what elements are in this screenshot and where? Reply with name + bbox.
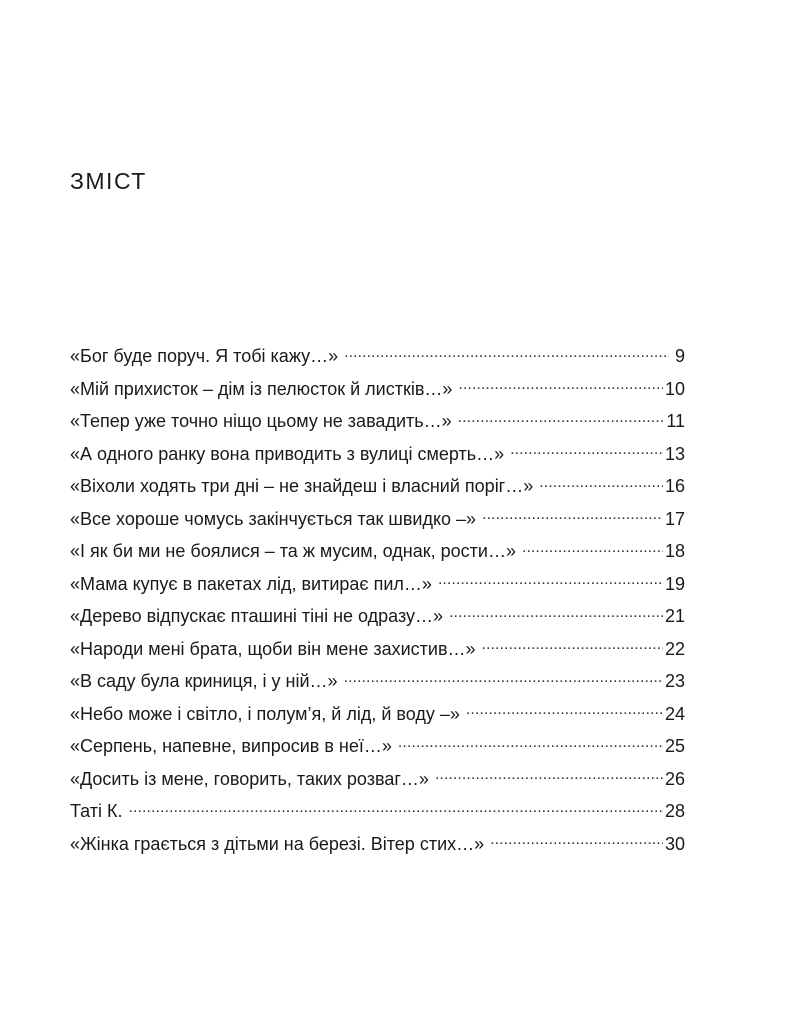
- toc-entry-page: 10: [664, 378, 685, 399]
- toc-entry-title: «Дерево відпускає пташині тіні не одразу…»: [70, 606, 444, 626]
- toc-entry: [70, 828, 685, 861]
- toc-entry-title: «Мама купує в пакетах лід, витирає пил…»: [70, 573, 432, 594]
- toc-entry: [70, 405, 685, 438]
- toc-entry-title: «Досить із мене, говорить, таких розваг…»: [70, 768, 429, 789]
- toc-entry: [70, 568, 685, 601]
- toc-entry: [70, 600, 685, 633]
- toc-entry-page: 30: [664, 833, 685, 854]
- toc-entry-page: 11: [666, 411, 685, 431]
- toc-entry-title: «Народи мені брата, щоби він мене захистив…»: [70, 638, 476, 659]
- dot-leader: [490, 832, 663, 850]
- toc-entry: [70, 730, 685, 763]
- toc-entry-title: «Небо може і світло, і полум’я, й лід, й воду –»: [70, 703, 460, 724]
- toc-entry-page: 13: [664, 443, 685, 464]
- dot-leader: [539, 474, 663, 492]
- page-title: ЗМІСТ: [70, 168, 147, 194]
- toc-entry-page: 9: [674, 346, 685, 366]
- toc-entry: [70, 698, 685, 731]
- toc-entry: [70, 470, 685, 503]
- toc-entry-title: «Мій прихисток – дім із пелюсток й листків…»: [70, 378, 453, 399]
- dot-leader: [458, 409, 665, 427]
- toc-entry-page: 28: [664, 801, 685, 821]
- dot-leader: [458, 377, 663, 395]
- toc-entry: [70, 665, 685, 698]
- toc-entry: [70, 340, 685, 373]
- dot-leader: [449, 604, 663, 622]
- toc-entry-title: Таті К.: [70, 801, 123, 821]
- toc-entry-title: «Віхоли ходять три дні – не знайдеш і власний поріг…»: [70, 476, 534, 496]
- toc-entry-page: 25: [664, 736, 685, 756]
- toc-entry-page: 17: [664, 508, 685, 529]
- toc-entry: [70, 795, 685, 828]
- dot-leader: [438, 572, 663, 590]
- toc-entry-title: «Тепер уже точно ніщо цьому не завадить…»: [70, 411, 452, 431]
- toc-entry: [70, 633, 685, 666]
- toc-entry-page: 26: [664, 768, 685, 789]
- toc-entry-title: «Бог буде поруч. Я тобі кажу…»: [70, 346, 339, 366]
- toc-entry-page: 21: [664, 606, 685, 626]
- dot-leader: [398, 734, 663, 752]
- toc-entry-title: «В саду була криниця, і у ній…»: [70, 671, 338, 691]
- dot-leader: [344, 344, 669, 362]
- toc-entry-page: 19: [664, 573, 685, 594]
- dot-leader: [344, 669, 663, 687]
- table-of-contents: [70, 340, 685, 860]
- toc-entry: [70, 535, 685, 568]
- toc-entry: [70, 503, 685, 536]
- toc-entry-title: «А одного ранку вона приводить з вулиці смерть…»: [70, 443, 505, 464]
- toc-entry: [70, 763, 685, 796]
- dot-leader: [129, 799, 663, 817]
- dot-leader: [522, 539, 663, 557]
- toc-entry-page: 23: [664, 671, 685, 691]
- dot-leader: [482, 507, 663, 525]
- toc-entry-title: «Серпень, напевне, випросив в неї…»: [70, 736, 392, 756]
- dot-leader: [482, 637, 663, 655]
- toc-entry-title: «Все хороше чомусь закінчується так швидко –»: [70, 508, 477, 529]
- toc-entry-page: 24: [664, 703, 685, 724]
- toc-entry-page: 16: [664, 476, 685, 496]
- toc-entry-title: «І як би ми не боялися – та ж мусим, однак, рости…»: [70, 541, 516, 561]
- dot-leader: [510, 442, 663, 460]
- toc-entry-page: 18: [664, 541, 685, 561]
- toc-entry-title: «Жінка грається з дітьми на березі. Вітер стих…»: [70, 833, 485, 854]
- dot-leader: [466, 702, 663, 720]
- toc-entry-page: 22: [664, 638, 685, 659]
- toc-entry: [70, 438, 685, 471]
- dot-leader: [435, 767, 663, 785]
- toc-entry: [70, 373, 685, 406]
